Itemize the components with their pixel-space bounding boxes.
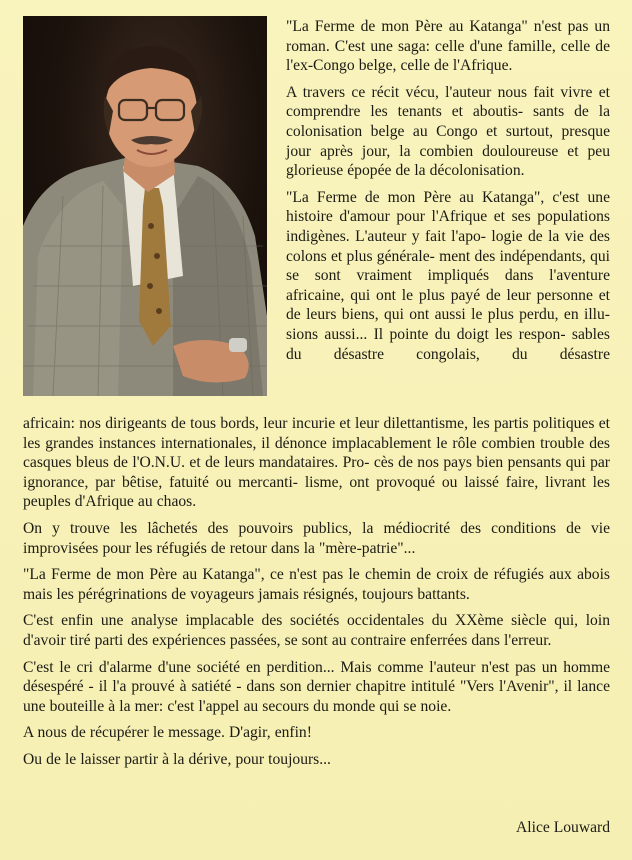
paragraph-8: A nous de récupérer le message. D'agir, enfin!	[23, 724, 312, 742]
paragraph-5: "La Ferme de mon Père au Katanga", ce n'est pas le chemin de croix de réfugiés aux abois mais les pérégrinations de voyageurs jamais résignés, toujours battants.	[23, 566, 610, 603]
paragraph-7: C'est le cri d'alarme d'une société en perdition... Mais comme l'auteur n'est pas un homme désespéré - il l'a prouvé à satiété - dans son dernier chapitre intitulé "Vers l'Avenir", il lance une bouteille à la mer: c'est l'appel au secours du monde qui se noie.	[23, 658, 610, 715]
author-signature: Alice Louward	[516, 819, 610, 836]
paragraph-2: A travers ce récit vécu, l'auteur nous fait vivre et comprendre les tenants et aboutis- sants de la colonisation belge au Congo et surtout, presque jour après jour, la combien douloureuse et peu glorieuse épopée de la décolonisation.	[286, 83, 610, 180]
paragraph-3-part-1: "La Ferme de mon Père au Katanga", c'est une histoire d'amour pour l'Afrique et ses populations indigènes. L'auteur y fait l'apo- logie de la vie des colons et plus générale- ment des indépendants, qui se sont vraiment impliqués dans l'aventure africaine, qui ont le plus payé de leur personne et de leurs biens, qui ont aussi le plus perdu, en illu- sions aussi... Il pointe du doigt les respon- sables du désastre congolais, du désastre	[286, 188, 610, 363]
intro-column	[286, 17, 610, 364]
main-text	[23, 414, 610, 777]
paragraph-3-part-2: africain: nos dirigeants de tous bords, leur incurie et leur dilettantisme, les partis politiques et les grandes instances internationales, il dénonce implacablement le rôle combien trouble des casques bleus de l'O.N.U. et de leurs mandataires. Pro- cès de nos pays bien pensants qui par ignorance, par bêtise, fatuité ou mercanti- lisme, ont provoqué ou laissé faire, livrant les peuples d'Afrique au chaos.	[23, 415, 610, 511]
paragraph-6: C'est enfin une analyse implacable des sociétés occidentales du XXème siècle qui, loin d'avoir tiré parti des expériences passées, se sont au contraire enferrées dans l'erreur.	[23, 612, 610, 649]
author-portrait-illustration	[23, 16, 267, 396]
author-photo	[23, 16, 267, 396]
paragraph-1: "La Ferme de mon Père au Katanga" n'est pas un roman. C'est une saga: celle d'une famille, celle de l'ex-Congo belge, celle de l'Afrique.	[286, 18, 610, 75]
paragraph-4: On y trouve les lâchetés des pouvoirs publics, la médiocrité des conditions de vie improvisées pour les réfugiés de retour dans la "mère-patrie"...	[23, 519, 610, 557]
paragraph-9: Ou de le laisser partir à la dérive, pour toujours...	[23, 750, 331, 768]
